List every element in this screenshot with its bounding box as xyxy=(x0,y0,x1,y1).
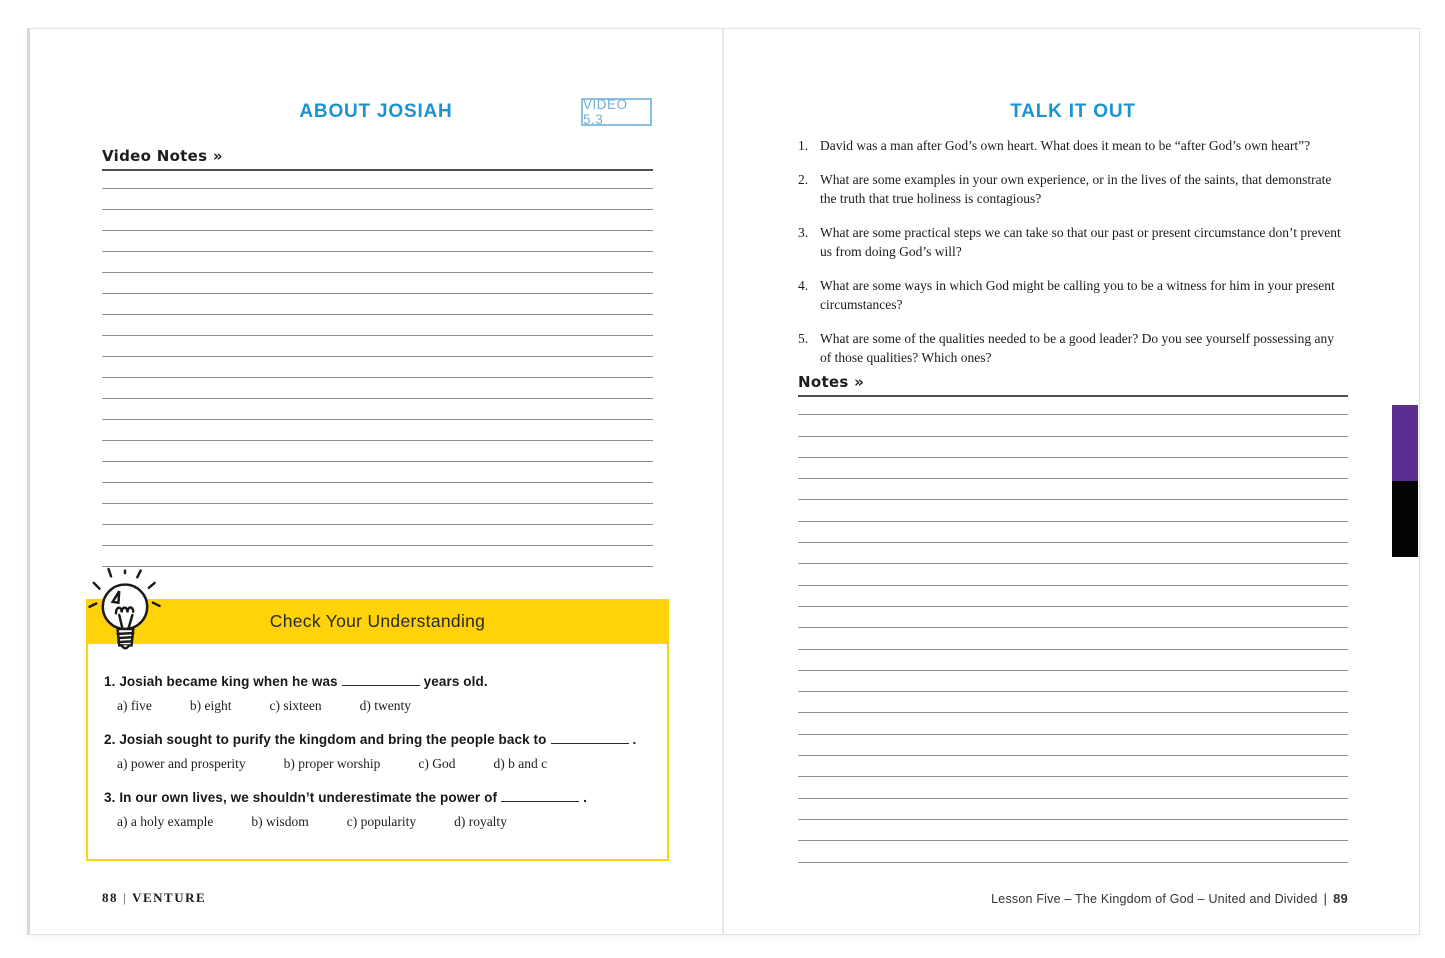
quiz-question-1: 1. Josiah became king when he was years old. xyxy=(104,674,488,689)
video-notes-label: Video Notes » xyxy=(102,147,653,171)
right-page-footer xyxy=(991,891,1348,906)
left-page-footer xyxy=(102,890,206,906)
ruled-line xyxy=(798,586,1348,607)
discussion-question-1: 1. David was a man after God’s own heart. What does it mean to be “after God’s own heart”? xyxy=(798,138,1311,153)
right-page-content xyxy=(798,29,1348,934)
ruled-line xyxy=(102,273,653,294)
edge-tab-purple xyxy=(1392,405,1418,481)
footer-divider: | xyxy=(123,890,128,905)
notes-label: Notes » xyxy=(798,373,1348,397)
ruled-line xyxy=(102,294,653,315)
ruled-line xyxy=(798,799,1348,820)
quiz-header-band xyxy=(86,599,669,644)
ruled-line xyxy=(102,168,653,189)
ruled-line xyxy=(798,522,1348,543)
ruled-line xyxy=(102,525,653,546)
talk-it-out-questions xyxy=(798,136,1348,382)
answer-blank xyxy=(551,733,629,744)
ruled-line xyxy=(102,189,653,210)
quiz-header-title: Check Your Understanding xyxy=(269,611,486,631)
ruled-line xyxy=(798,564,1348,585)
lesson-title: Lesson Five – The Kingdom of God – United and Divided xyxy=(991,892,1318,906)
discussion-question-3: 3. What are some practical steps we can take so that our past or present circumstance don’t prevent us from doing God’s will? xyxy=(798,225,1341,259)
ruled-line xyxy=(798,650,1348,671)
ruled-line xyxy=(798,437,1348,458)
ruled-line xyxy=(102,399,653,420)
quiz-question-2: 2. Josiah sought to purify the kingdom and bring the people back to . xyxy=(104,732,637,747)
video-badge-label: VIDEO 5.3 xyxy=(583,97,628,127)
right-page-title: TALK IT OUT xyxy=(1010,101,1136,122)
ruled-line xyxy=(102,357,653,378)
video-notes-ruled-lines xyxy=(102,168,653,567)
ruled-line xyxy=(798,479,1348,500)
video-badge xyxy=(581,98,652,126)
ruled-line xyxy=(102,462,653,483)
page-right xyxy=(726,29,1421,934)
ruled-line xyxy=(798,735,1348,756)
ruled-line xyxy=(102,483,653,504)
footer-divider: | xyxy=(1323,892,1328,906)
ruled-line xyxy=(102,231,653,252)
quiz-body xyxy=(86,644,669,861)
discussion-question-2: 2. What are some examples in your own experience, or in the lives of the saints, that demonstrate the truth that true holiness is contagious? xyxy=(798,172,1332,206)
quiz-question-2-options: a) power and prosperity b) proper worship c) God d) b and c xyxy=(117,756,548,771)
ruled-line xyxy=(798,692,1348,713)
discussion-question-5: 5. What are some of the qualities needed to be a good leader? Do you see yourself possessing any of those qualities? Which ones? xyxy=(798,331,1334,365)
ruled-line xyxy=(798,458,1348,479)
answer-blank xyxy=(342,675,420,686)
ruled-line xyxy=(102,336,653,357)
ruled-line xyxy=(798,628,1348,649)
quiz-question-3: 3. In our own lives, we shouldn’t underestimate the power of . xyxy=(104,790,587,805)
ruled-line xyxy=(102,378,653,399)
ruled-line xyxy=(798,607,1348,628)
answer-blank xyxy=(501,791,579,802)
left-page-number: 88 xyxy=(102,890,118,905)
lightbulb-icon xyxy=(88,565,162,665)
brand-name: VENTURE xyxy=(132,890,207,905)
right-page-number: 89 xyxy=(1333,891,1348,906)
ruled-line xyxy=(102,441,653,462)
page-left xyxy=(30,29,724,934)
edge-tab-black xyxy=(1392,481,1418,557)
ruled-line xyxy=(798,394,1348,415)
check-your-understanding-box xyxy=(86,599,669,861)
ruled-line xyxy=(798,713,1348,734)
ruled-line xyxy=(102,546,653,567)
ruled-line xyxy=(798,777,1348,798)
quiz-question-3-options: a) a holy example b) wisdom c) popularity d) royalty xyxy=(117,814,507,829)
workbook-spread xyxy=(27,28,1420,935)
ruled-line xyxy=(798,543,1348,564)
left-page-title: ABOUT JOSIAH xyxy=(299,101,453,122)
ruled-line xyxy=(102,420,653,441)
ruled-line xyxy=(102,504,653,525)
ruled-line xyxy=(798,671,1348,692)
ruled-line xyxy=(798,500,1348,521)
ruled-line xyxy=(102,315,653,336)
notes-ruled-lines xyxy=(798,394,1348,863)
ruled-line xyxy=(798,756,1348,777)
quiz-question-1-options: a) five b) eight c) sixteen d) twenty xyxy=(117,698,411,713)
ruled-line xyxy=(798,415,1348,436)
discussion-question-4: 4. What are some ways in which God might be calling you to be a witness for him in your present circumstances? xyxy=(798,278,1335,312)
ruled-line xyxy=(798,820,1348,841)
ruled-line xyxy=(102,210,653,231)
ruled-line xyxy=(102,252,653,273)
ruled-line xyxy=(798,841,1348,862)
